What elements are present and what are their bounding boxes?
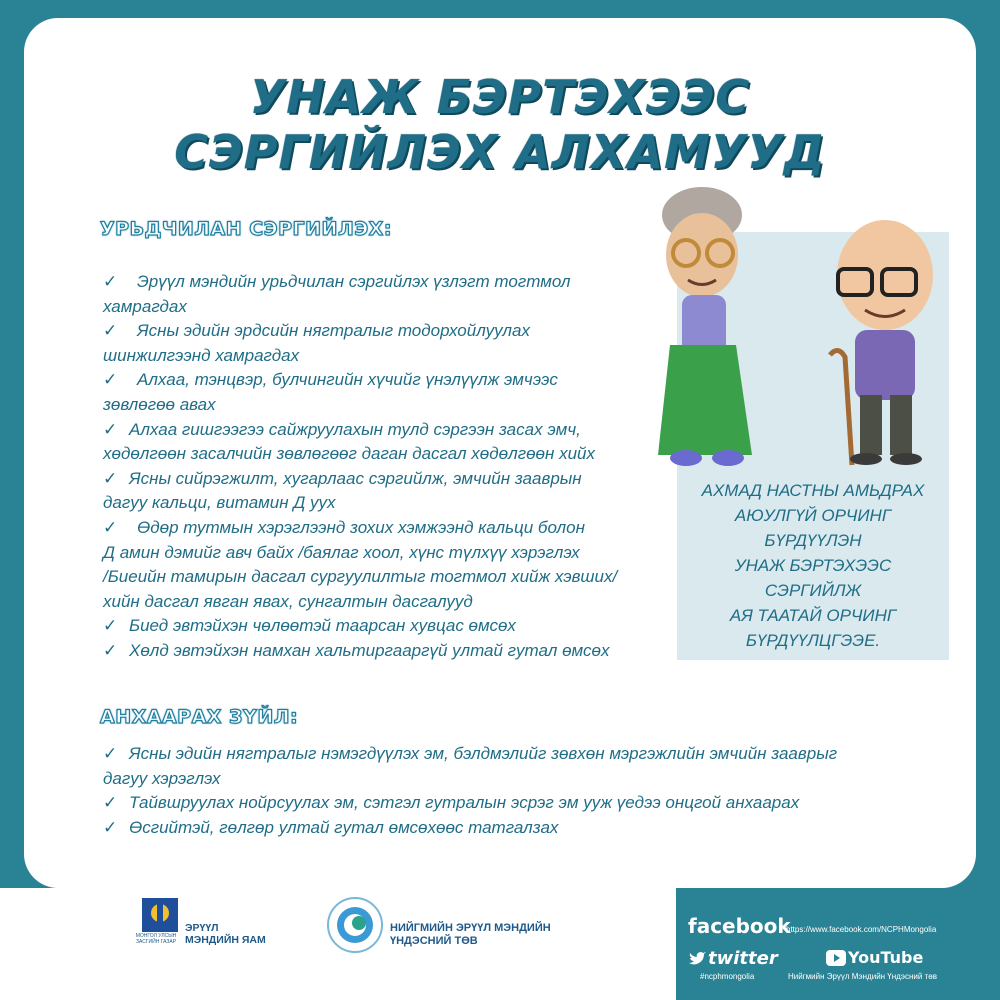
youtube-label[interactable]: YouTube — [848, 948, 924, 967]
checkmark-icon: ✓ — [103, 517, 118, 537]
youtube-channel-name[interactable]: Нийгмийн Эрүүл Мэндийн Үндэсний төв — [788, 972, 937, 981]
twitter-handle[interactable]: #ncphmongolia — [700, 972, 755, 981]
list-item: ✓ Өсгийтэй, гөлгөр ултай гутал өмсөхөөс татгалзах — [103, 816, 903, 841]
list-item: ✓ Өдөр тутмын хэрэглээнд зохих хэмжээнд кальци болон Д амин дэмийг авч байх /баялаг хоол, хүнс түлхүү хэрэглэх /Биеийн тамирын дасгал сургуулилтыг тогтмол хийж хэвших/ хийн дасгал явган явах, сунгалтын дасгалууд — [103, 517, 618, 611]
list-item: ✓ Биед эвтэйхэн чөлөөтэй таарсан хувцас өмсөх — [103, 614, 673, 639]
checkmark-icon: ✓ — [103, 419, 118, 439]
facebook-label[interactable]: facebook — [688, 914, 791, 938]
ncph-logo-icon — [325, 895, 385, 955]
list-item: ✓ Ясны эдийн эрдсийн нягтралыг тодорхойлуулах шинжилгээнд хамрагдах — [103, 321, 530, 365]
checkmark-icon: ✓ — [103, 272, 118, 291]
list-item: ✓ Ясны сийрэгжилт, хугарлаас сэргийлж, эмчийн зааврын дагуу кальци, витамин Д уух — [103, 468, 582, 513]
list-item: ✓ Хөлд эвтэйхэн намхан хальтиргааргүй ултай гутал өмсөх — [103, 639, 673, 664]
checkmark-icon: ✓ — [103, 793, 118, 813]
checkmark-icon: ✓ — [103, 744, 118, 763]
list-item: ✓ Тайвшруулах нойрсуулах эм, сэтгэл гутралын эсрэг эм ууж үедээ онцгой анхаарах — [103, 791, 903, 816]
youtube-play-icon — [826, 950, 846, 966]
footer-social-area — [676, 888, 1000, 1000]
ministry-name: ЭРҮҮЛ МЭНДИЙН ЯАМ — [185, 922, 266, 946]
attention-heading: АНХААРАХ ЗҮЙЛ: — [100, 706, 299, 728]
list-item: ✓ Алхаа гишгээгээ сайжруулахын тулд сэргээн засах эмч, хөдөлгөөн засалчийн зөвлөгөөг даган дасгал хөдөлгөөн хийх — [103, 419, 595, 464]
center-name: НИЙГМИЙН ЭРҮҮЛ МЭНДИЙН ҮНДЭСНИЙ ТӨВ — [390, 922, 551, 947]
checkmark-icon: ✓ — [103, 321, 118, 341]
government-label: МОНГОЛ УЛСЫН ЗАСГИЙН ГАЗАР — [135, 933, 177, 945]
checkmark-icon: ✓ — [103, 370, 118, 390]
list-item: ✓ Ясны эдийн нягтралыг нэмэгдүүлэх эм, бэлдмэлийг зөвхөн мэргэжлийн эмчийн зааврыг дагуу хэрэглэх — [103, 744, 838, 788]
prevention-heading: УРЬДЧИЛАН СЭРГИЙЛЭХ: — [100, 218, 392, 240]
checkmark-icon: ✓ — [103, 640, 118, 660]
list-item: ✓ Алхаа, тэнцвэр, булчингийн хүчийг үнэлүүлж эмчээс зөвлөгөө авах — [103, 370, 558, 414]
twitter-bird-icon — [688, 951, 706, 967]
grandfather-figure — [830, 220, 933, 465]
twitter-label[interactable]: twitter — [708, 948, 778, 969]
attention-list — [103, 742, 903, 840]
checkmark-icon: ✓ — [103, 468, 118, 488]
facebook-url[interactable]: https://www.facebook.com/NCPHMongolia — [786, 925, 937, 934]
checkmark-icon: ✓ — [103, 616, 118, 636]
page-title-line2: СЭРГИЙЛЭХ АЛХАМУУД — [174, 125, 826, 179]
list-item: ✓ Эрүүл мэндийн урьдчилан сэргийлэх үзлэгт тогтмол хамрагдах — [103, 272, 571, 316]
side-message: АХМАД НАСТНЫ АМЬДРАХ АЮУЛГҮЙ ОРЧИНГ БҮРДҮҮЛЭН УНАЖ БЭРТЭХЭЭС СЭРГИЙЛЖ АЯ ТААТАЙ ОРЧИНГ БҮРДҮҮЛЦГЭЭЕ. — [701, 481, 925, 650]
elderly-couple-illustration — [640, 185, 970, 475]
checkmark-icon: ✓ — [103, 817, 118, 837]
mongolia-emblem-icon — [142, 898, 178, 932]
page-title-line1: УНАЖ БЭРТЭХЭЭС — [249, 70, 751, 124]
prevention-list — [103, 270, 673, 664]
